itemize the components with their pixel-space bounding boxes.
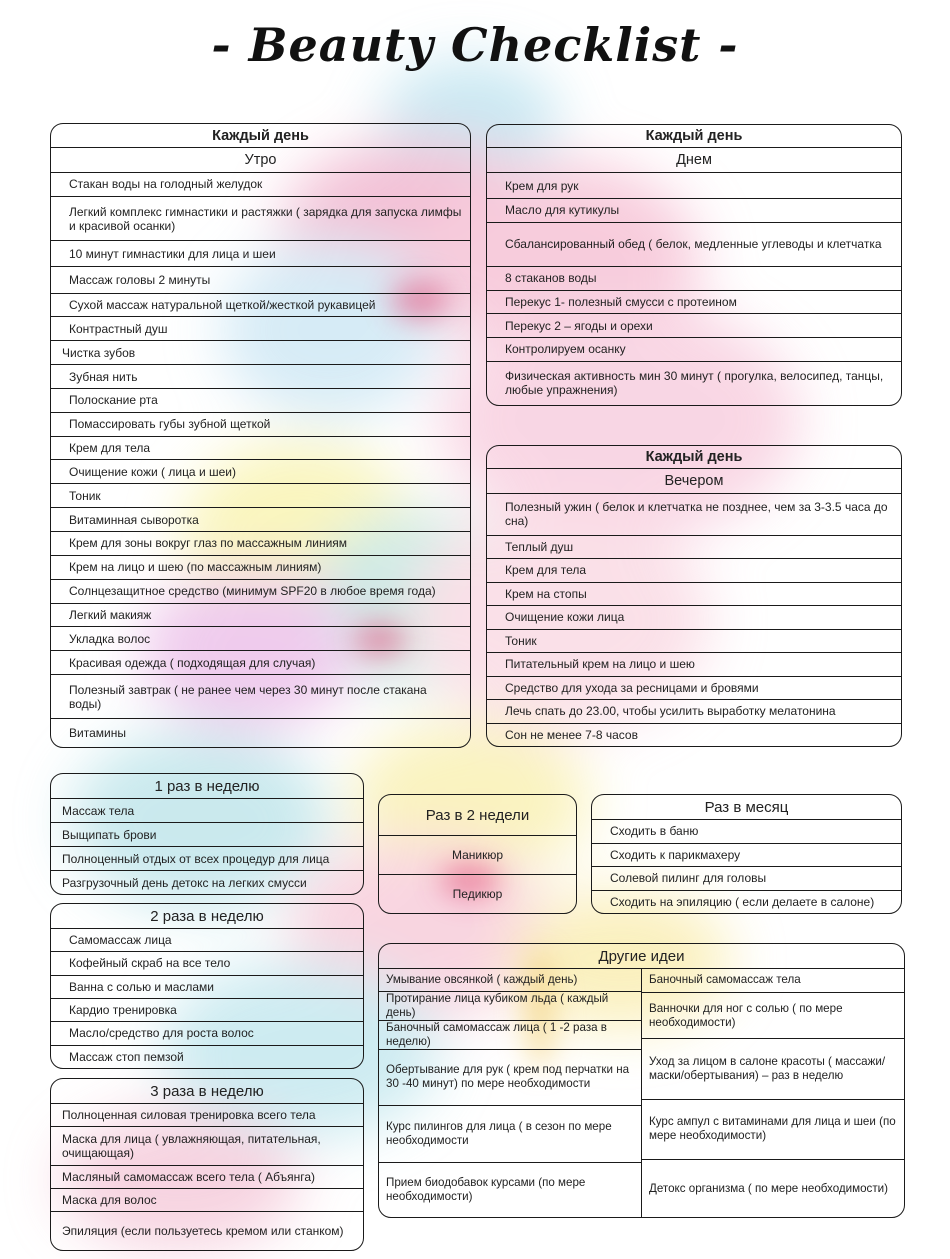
- list-item: Сухой массаж натуральной щеткой/жесткой рукавицей: [51, 294, 470, 318]
- list-item: 10 минут гимнастики для лица и шеи: [51, 241, 470, 267]
- card-header: 1 раз в неделю: [51, 774, 363, 799]
- list-item: Очищение кожи ( лица и шеи): [51, 460, 470, 484]
- list-item: Сон не менее 7-8 часов: [505, 727, 638, 742]
- daily-day-card: [486, 124, 902, 406]
- list-item: Контрастный душ: [51, 317, 470, 341]
- list-item: Чистка зубов: [51, 341, 470, 365]
- list-item: Тоник: [487, 630, 901, 654]
- other-ideas-right-column: [641, 969, 904, 1217]
- daily-evening-card: [486, 445, 902, 747]
- card-subheader: Утро: [51, 148, 470, 173]
- list-item: Солнцезащитное средство (минимум SPF20 в любое время года): [51, 580, 470, 604]
- list-item: Легкий макияж: [51, 604, 470, 628]
- list-item: Перекус 1- полезный смусси с протеином: [487, 291, 901, 315]
- list-item: Полноценный отдых от всех процедур для лица: [51, 847, 363, 871]
- list-item: Полезный ужин ( белок и клетчатка не позднее, чем за 3-3.5 часа до сна): [487, 494, 901, 536]
- page-title: - Beauty Checklist -: [211, 18, 739, 72]
- list-item: Обертывание для рук ( крем под перчатки на 30 -40 минут) по мере необходимости: [379, 1050, 641, 1107]
- list-item: Стакан воды на голодный желудок: [51, 173, 470, 197]
- list-item: Протирание лица кубиком льда ( каждый день): [379, 992, 641, 1021]
- list-item: Физическая активность мин 30 минут ( прогулка, велосипед, танцы, любые упражнения): [505, 369, 884, 398]
- list-item: Укладка волос: [51, 627, 470, 651]
- list-item: Крем для тела: [487, 559, 901, 583]
- list-item: Курс пилингов для лица ( в сезон по мере необходимости: [379, 1106, 641, 1163]
- weekly-1-card: [50, 773, 364, 895]
- card-header: 2 раза в неделю: [51, 904, 363, 929]
- list-item: Уход за лицом в салоне красоты ( массажи/маски/обертывания) – раз в неделю: [642, 1039, 904, 1099]
- list-item: Кардио тренировка: [51, 999, 363, 1022]
- list-item: Витамины: [69, 726, 126, 741]
- list-item: Курс ампул с витаминами для лица и шеи (по мере необходимости): [642, 1100, 904, 1160]
- list-item: Самомассаж лица: [51, 929, 363, 952]
- list-item: Масло/средство для роста волос: [51, 1022, 363, 1045]
- list-item: Выщипать брови: [51, 823, 363, 847]
- list-item: Умывание овсянкой ( каждый день): [379, 969, 641, 992]
- weekly-3-card: [50, 1078, 364, 1251]
- list-item: Крем для тела: [51, 437, 470, 461]
- list-item: Тоник: [51, 484, 470, 508]
- list-item: Витаминная сыворотка: [51, 508, 470, 532]
- list-item: Крем для рук: [487, 173, 901, 199]
- list-item: Сходить на эпиляцию ( если делаете в салоне): [610, 894, 875, 909]
- card-subheader: Вечером: [487, 469, 901, 494]
- list-item: Сходить в баню: [592, 820, 901, 844]
- list-item: Очищение кожи лица: [487, 606, 901, 630]
- list-item: Полоскание рта: [51, 389, 470, 413]
- biweekly-card: [378, 794, 577, 914]
- monthly-card: [591, 794, 902, 914]
- list-item: Массаж тела: [51, 799, 363, 823]
- card-subheader: Днем: [487, 148, 901, 173]
- card-header: Каждый день: [487, 125, 901, 148]
- list-item: Маникюр: [379, 836, 576, 875]
- list-item: Полноценная силовая тренировка всего тела: [51, 1104, 363, 1127]
- other-ideas-left-column: [379, 969, 641, 1217]
- list-item: Маска для лица ( увлажняющая, питательная, очищающая): [51, 1127, 363, 1166]
- list-item: Помассировать губы зубной щеткой: [51, 413, 470, 437]
- other-ideas-card: [378, 943, 905, 1218]
- list-item: Ванночки для ног с солью ( по мере необходимости): [642, 993, 904, 1040]
- list-item: Педикюр: [452, 887, 503, 901]
- card-header: Каждый день: [487, 446, 901, 469]
- list-item: Солевой пилинг для головы: [592, 867, 901, 891]
- card-header: Раз в 2 недели: [379, 795, 576, 836]
- list-item: Баночный самомассаж лица ( 1 -2 раза в неделю): [379, 1021, 641, 1050]
- list-item: Ванна с солью и маслами: [51, 976, 363, 999]
- list-item: Контролируем осанку: [487, 338, 901, 362]
- list-item: Маска для волос: [51, 1189, 363, 1212]
- list-item: Лечь спать до 23.00, чтобы усилить выработку мелатонина: [487, 700, 901, 724]
- list-item: Баночный самомассаж тела: [642, 969, 904, 993]
- list-item: Прием биодобавок курсами (по мере необходимости): [386, 1176, 586, 1204]
- list-item: Теплый душ: [487, 536, 901, 560]
- card-header: Каждый день: [51, 124, 470, 148]
- list-item: Легкий комплекс гимнастики и растяжки ( зарядка для запуска лимфы и красивой осанки): [51, 197, 470, 241]
- list-item: Масло для кутикулы: [487, 199, 901, 223]
- list-item: Крем на лицо и шею (по массажным линиям): [51, 556, 470, 580]
- card-header: 3 раза в неделю: [51, 1079, 363, 1104]
- list-item: Сходить к парикмахеру: [592, 844, 901, 868]
- list-item: Средство для ухода за ресницами и бровями: [487, 677, 901, 701]
- list-item: Масляный самомассаж всего тела ( Абъянга): [51, 1166, 363, 1189]
- list-item: Питательный крем на лицо и шею: [487, 653, 901, 677]
- list-item: Крем для зоны вокруг глаз по массажным линиям: [51, 532, 470, 556]
- list-item: Крем на стопы: [487, 583, 901, 607]
- list-item: Зубная нить: [51, 365, 470, 389]
- weekly-2-card: [50, 903, 364, 1069]
- list-item: Массаж стоп пемзой: [69, 1049, 184, 1064]
- list-item: Перекус 2 – ягоды и орехи: [487, 314, 901, 338]
- card-header: Другие идеи: [379, 944, 904, 969]
- list-item: Эпиляция (если пользуетесь кремом или станком): [62, 1224, 344, 1239]
- list-item: Разгрузочный день детокс на легких смусси: [62, 875, 307, 890]
- list-item: Красивая одежда ( подходящая для случая): [51, 651, 470, 675]
- list-item: Массаж головы 2 минуты: [51, 267, 470, 293]
- list-item: Сбалансированный обед ( белок, медленные углеводы и клетчатка: [487, 223, 901, 267]
- list-item: 8 стаканов воды: [487, 267, 901, 291]
- card-header: Раз в месяц: [592, 795, 901, 820]
- list-item: Детокс организма ( по мере необходимости): [649, 1181, 888, 1195]
- list-item: Полезный завтрак ( не ранее чем через 30 минут после стакана воды): [51, 675, 470, 719]
- list-item: Кофейный скраб на все тело: [51, 952, 363, 975]
- daily-morning-card: [50, 123, 471, 748]
